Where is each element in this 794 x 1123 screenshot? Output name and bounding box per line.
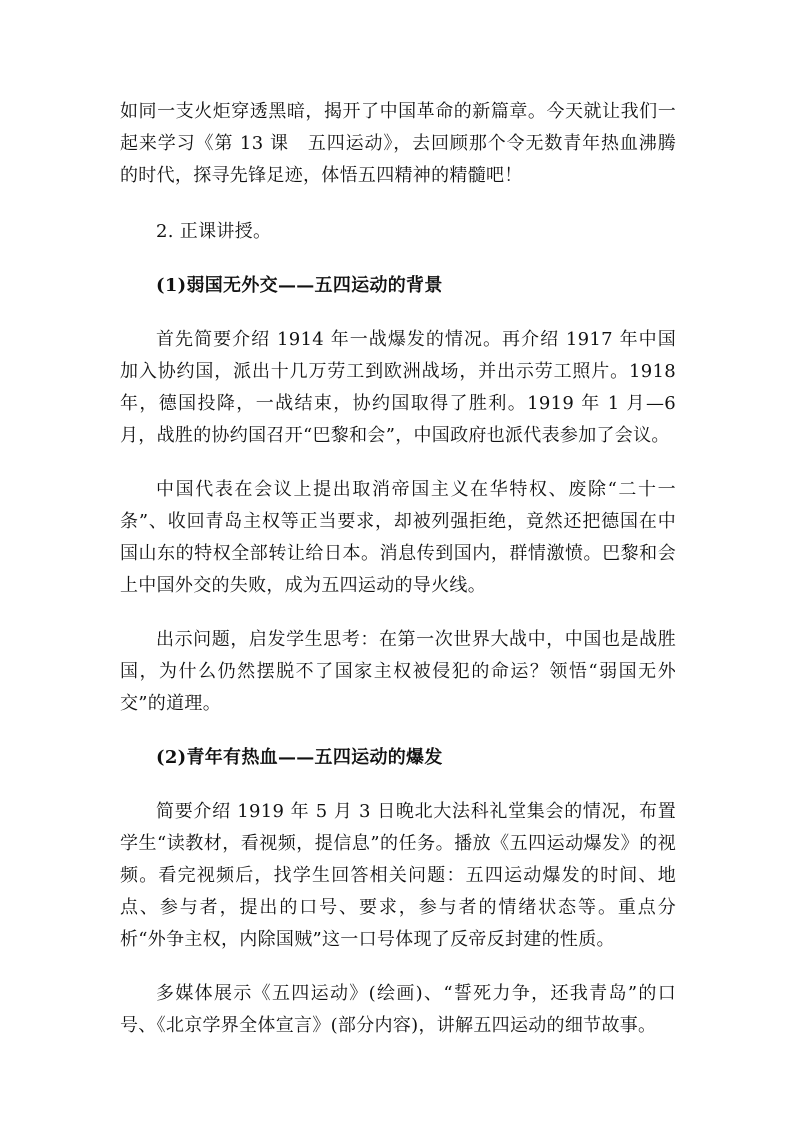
paragraph-may-fourth-rally: 简要介绍 1919 年 5 月 3 日晚北大法科礼堂集会的情况，布置学生“读教材，看视频，提信息”的任务。播放《五四运动爆发》的视频。看完视频后，找学生回答相关问题：五四运动爆发的时间、地点、参与者，提出的口号、要求，参与者的情绪状态等。重点分析“外争主权，内除国贼”这一口号体现了反帝反封建的性质。 xyxy=(120,801,676,950)
section-item-main-lecture: 2. 正课讲授。 xyxy=(156,221,272,242)
subheading-background: (1)弱国无外交——五四运动的背景 xyxy=(156,275,443,296)
paragraph-paris-conference: 中国代表在会议上提出取消帝国主义在华特权、废除“二十一条”、收回青岛主权等正当要求，却被列强拒绝，竟然还把德国在中国山东的特权全部转让给日本。消息传到国内，群情激愤。巴黎和会上中国外交的失败，成为五四运动的导火线。 xyxy=(120,479,676,596)
paragraph-ww1-overview: 首先简要介绍 1914 年一战爆发的情况。再介绍 1917 年中国加入协约国，派出十几万劳工到欧洲战场，并出示劳工照片。1918 年，德国投降，一战结束，协约国取得了胜利。1919 年 1 月—6 月，战胜的协约国召开“巴黎和会”，中国政府也派代表参加了会议。 xyxy=(120,329,676,446)
paragraph-multimedia-display: 多媒体展示《五四运动》(绘画)、“誓死力争，还我青岛”的口号、《北京学界全体宣言》(部分内容)，讲解五四运动的细节故事。 xyxy=(120,983,676,1036)
intro-continuation-paragraph: 如同一支火炬穿透黑暗，揭开了中国革命的新篇章。今天就让我们一起来学习《第 13 课 五四运动》，去回顾那个令无数青年热血沸腾的时代，探寻先锋足迹，体悟五四精神的精髓吧！ xyxy=(120,101,676,186)
paragraph-discussion-question: 出示问题，启发学生思考：在第一次世界大战中，中国也是战胜国，为什么仍然摆脱不了国家主权被侵犯的命运？领悟“弱国无外交”的道理。 xyxy=(120,629,676,714)
subheading-outbreak: (2)青年有热血——五四运动的爆发 xyxy=(156,747,443,768)
document-body xyxy=(120,96,676,1064)
